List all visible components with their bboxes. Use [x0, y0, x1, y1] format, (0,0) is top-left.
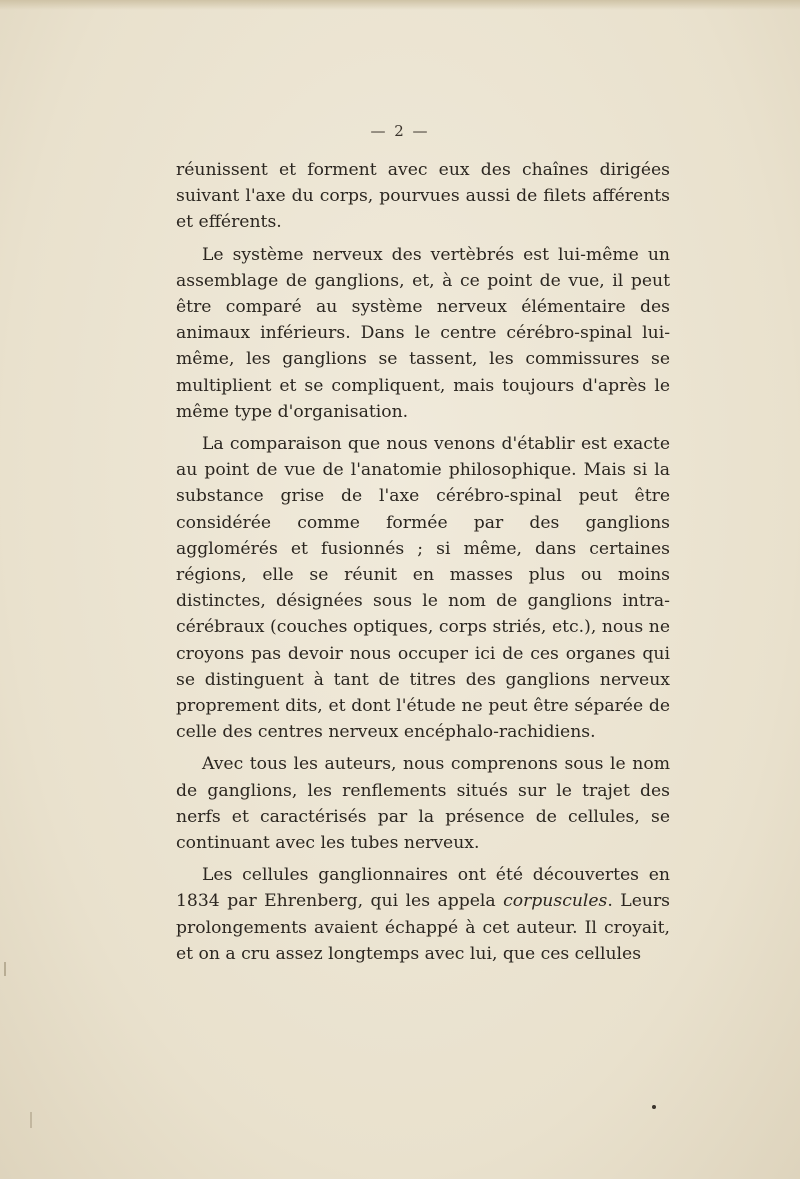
page-top-edge	[0, 0, 800, 10]
page-number: — 2 —	[370, 122, 430, 140]
paragraph-5-text-before: Les cellules ganglionnaires ont été découvertes en 1834 par Ehrenberg, qui les appela	[176, 865, 670, 912]
body-text	[176, 157, 670, 967]
paragraph-5-emphasis: corpuscules	[503, 891, 608, 912]
paragraph-1: réunissent et forment avec eux des chaînes dirigées suivant l'axe du corps, pourvues aussi de filets afférents et efférents.	[176, 160, 670, 233]
paragraph-2: Le système nerveux des vertèbrés est lui-même un assemblage de ganglions, et, à ce point de vue, il peut être comparé au système nerveux élémentaire des animaux inférieurs. Dans le centre cérébro-spinal lui-même, les ganglions se tassent, les commissures se multiplient et se compliquent, mais toujours d'après le même type d'organisation.	[176, 244, 670, 422]
paragraph-3: La comparaison que nous venons d'établir est exacte au point de vue de l'anatomie philosophique. Mais si la substance grise de l'axe cérébro-spinal peut être considérée comme formée par des ganglions agglomérés et fusionnés ; si même, dans certaines régions, elle se réunit en masses plus ou moins distinctes, désignées sous le nom de ganglions intra-cérébraux (couches optiques, corps striés, etc.), nous ne croyons pas devoir nous occuper ici de ces organes qui se distinguent à tant de titres des ganglions nerveux proprement dits, et dont l'étude ne peut être séparée de celle des centres nerveux encéphalo-rachidiens.	[176, 434, 670, 743]
margin-mark	[4, 962, 6, 976]
paragraph-5-text-after: . Leurs prolongements avaient échappé à cet auteur. Il croyait, et on a cru assez longtemps avec lui, que ces cellules	[176, 891, 671, 964]
paragraph-4: Avec tous les auteurs, nous comprenons sous le nom de ganglions, les renflements situés sur le trajet des nerfs et caractérisés par la présence de cellules, se continuant avec les tubes nerveux.	[176, 754, 670, 854]
margin-mark	[30, 1112, 32, 1128]
ink-dot	[652, 1105, 656, 1109]
paragraph-5	[176, 862, 670, 967]
